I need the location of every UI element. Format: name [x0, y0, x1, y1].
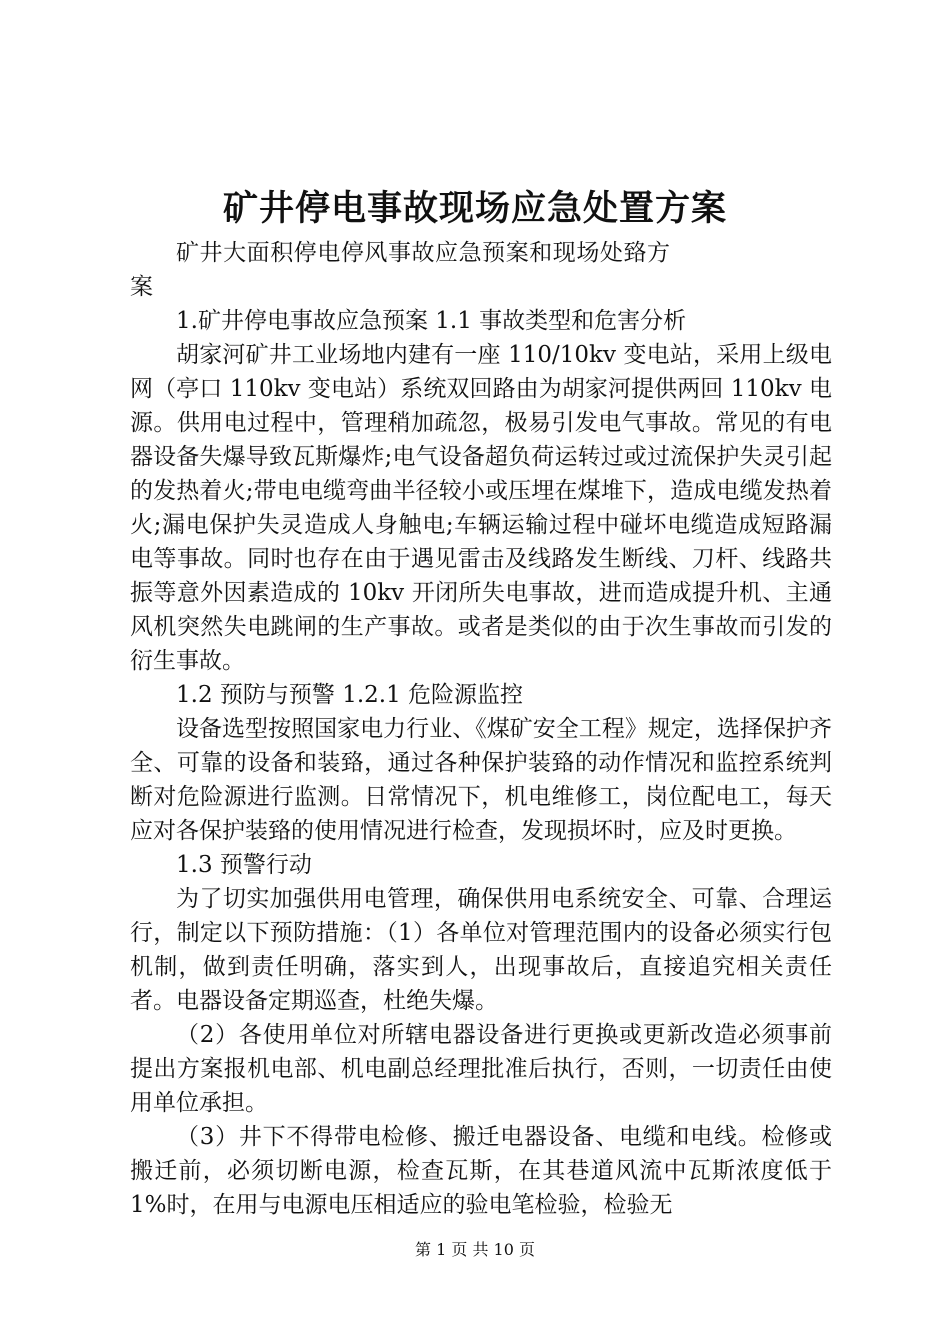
paragraph-section-1-2: 1.2 预防与预警 1.2.1 危险源监控: [176, 682, 524, 708]
document-title: 矿井停电事故现场应急处置方案: [222, 188, 727, 229]
paragraph-measure-2: （2）各使用单位对所辖电器设备进行更换或更新改造必须事前提出方案报机电部、机电副总经理批准后执行，否则，一切责任由使用单位承担。: [130, 1022, 832, 1116]
paragraph-hazard-monitoring: 设备选型按照国家电力行业、《煤矿安全工程》规定，选择保护齐全、可靠的设备和装臵，通过各种保护装臵的动作情况和监控系统判断对危险源进行监测。日常情况下，机电维修工，岗位配电工，每天应对各保护装臵的使用情况进行检查，发现损坏时，应及时更换。: [130, 716, 832, 844]
paragraph-measure-1: 为了切实加强供用电管理，确保供用电系统安全、可靠、合理运行，制定以下预防措施：（1）各单位对管理范围内的设备必须实行包机制，做到责任明确，落实到人，出现事故后，直接追究相关责任者。电器设备定期巡查，杜绝失爆。: [130, 886, 832, 1014]
paragraph-subtitle: 矿井大面积停电停风事故应急预案和现场处臵方案: [130, 240, 670, 300]
paragraph-measure-3: （3）井下不得带电检修、搬迁电器设备、电缆和电线。检修或搬迁前，必须切断电源，检查瓦斯，在其巷道风流中瓦斯浓度低于 1%时，在用与电源电压相适应的验电笔检验，检验无: [130, 1124, 832, 1218]
page-footer: 第 1 页 共 10 页: [415, 1240, 535, 1259]
paragraph-section-1-3: 1.3 预警行动: [176, 852, 312, 878]
paragraph-section-1-1: 1.矿井停电事故应急预案 1.1 事故类型和危害分析: [176, 308, 687, 334]
paragraph-hazard-analysis: 胡家河矿井工业场地内建有一座 110/10kv 变电站，采用上级电网（亭口 110kv 变电站）系统双回路由为胡家河提供两回 110kv 电源。供用电过程中，管理稍加疏忽，极易引发电气事故。常见的有电器设备失爆导致瓦斯爆炸;电气设备超负荷运转过或过流保护失灵引起的发热着火;带电电缆弯曲半径较小或压埋在煤堆下，造成电缆发热着火;漏电保护失灵造成人身触电;车辆运输过程中碰坏电缆造成短路漏电等事故。同时也存在由于遇见雷击及线路发生断线、刀杆、线路共振等意外因素造成的 10kv 开闭所失电事故，进而造成提升机、主通风机突然失电跳闸的生产事故。或者是类似的由于次生事故而引发的衍生事故。: [130, 342, 832, 674]
document-body: [130, 236, 832, 1222]
